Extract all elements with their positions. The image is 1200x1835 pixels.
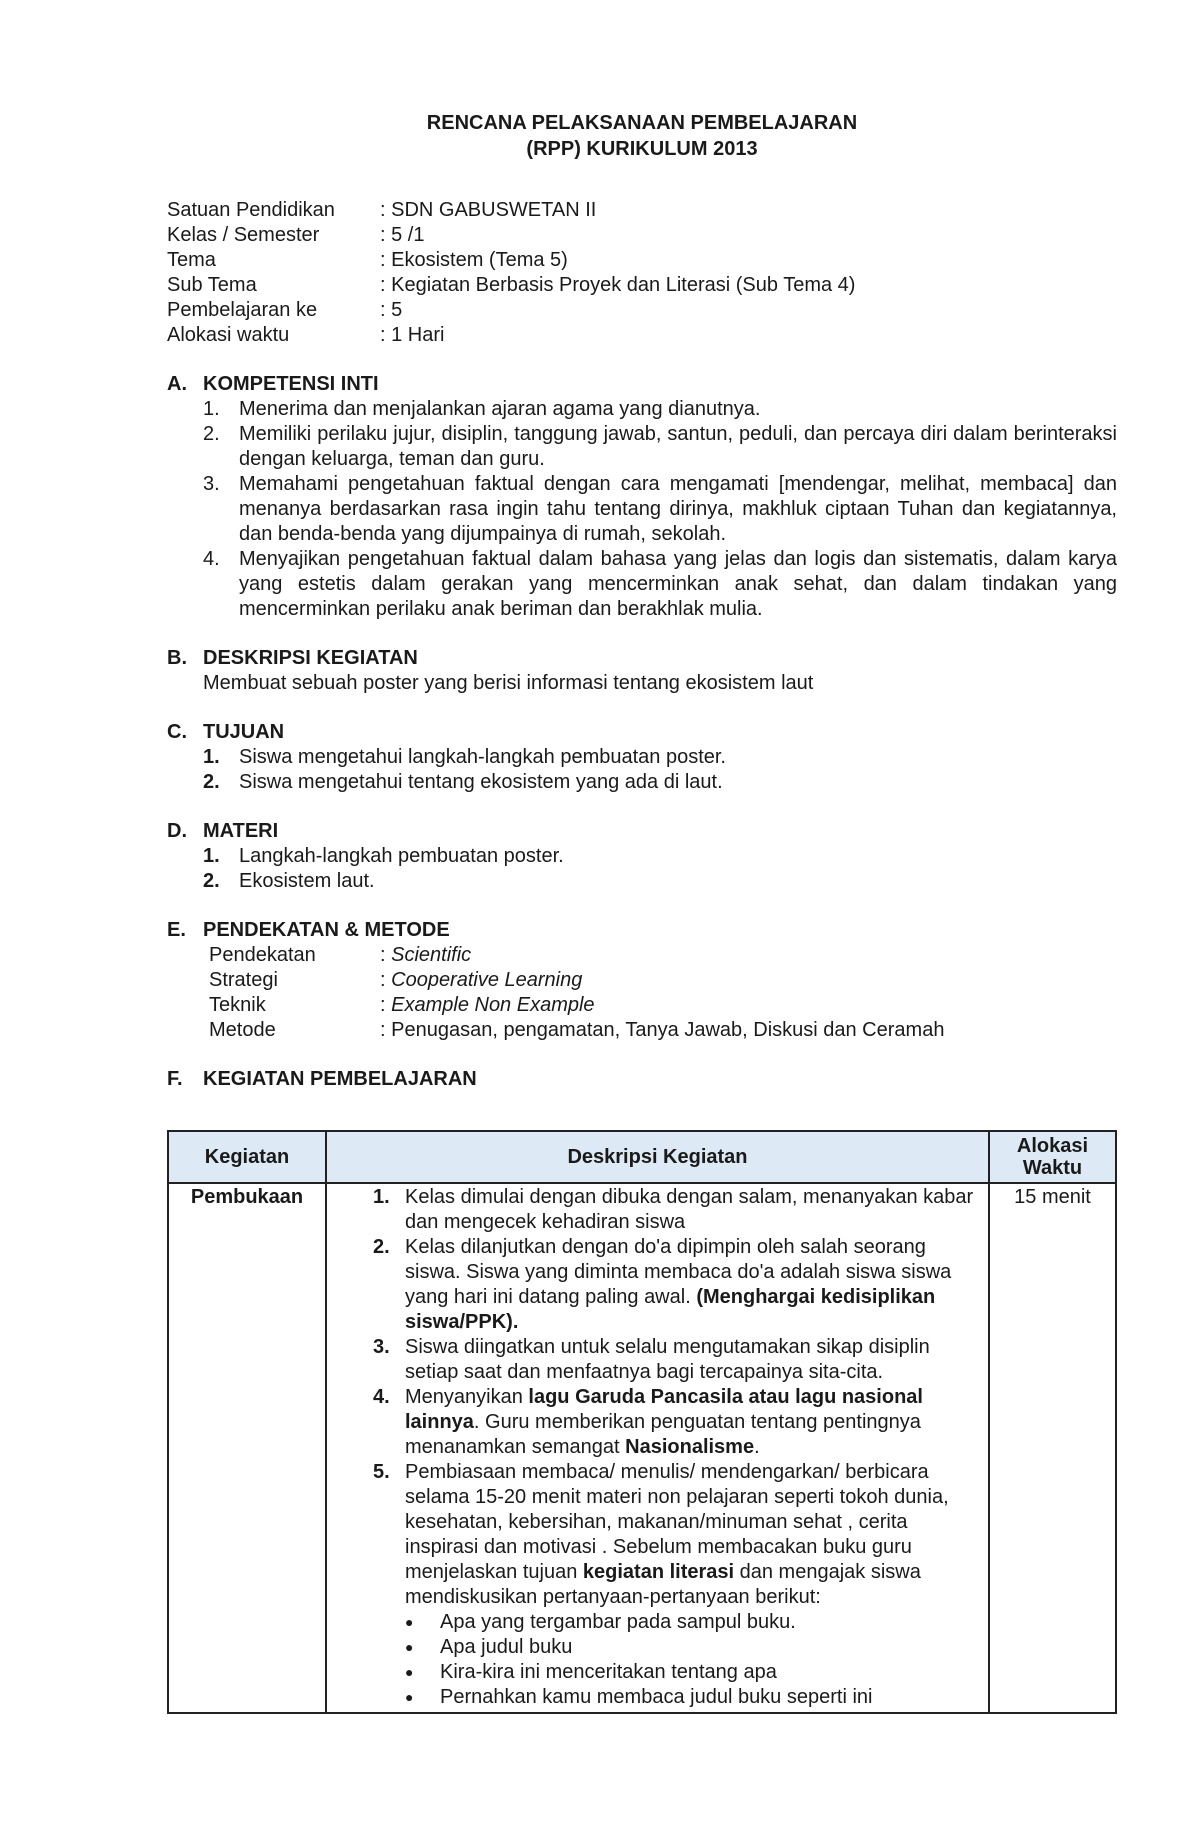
identity-value: : 5 /1 (380, 224, 425, 246)
identity-label: Alokasi waktu (167, 324, 290, 346)
section-heading (167, 819, 1117, 844)
section-letter: B. (167, 647, 187, 669)
kegiatan-table (167, 1130, 1117, 1714)
header-alokasi (989, 1131, 1116, 1183)
document-title (167, 110, 1117, 162)
item-number: 2. (203, 771, 220, 793)
method-label: Strategi (209, 969, 278, 991)
item-text: Langkah-langkah pembuatan poster. (239, 845, 564, 867)
list-item (337, 1460, 978, 1710)
item-text-wrap (405, 1460, 978, 1710)
item-number: 4. (373, 1386, 390, 1408)
table-header-row (168, 1131, 1116, 1183)
item-text: Ekosistem laut. (239, 870, 375, 892)
section-heading (167, 372, 1117, 397)
section-heading (167, 720, 1117, 745)
method-value: Cooperative Learning (391, 969, 583, 991)
identity-row (167, 223, 1117, 248)
identity-value: : Kegiatan Berbasis Proyek dan Literasi (Sub Tema 4) (380, 274, 856, 296)
deskripsi-text: Membuat sebuah poster yang berisi informasi tentang ekosistem laut (203, 672, 814, 694)
kegiatan-name: Pembukaan (168, 1183, 326, 1713)
item-text: Menyanyikan (405, 1386, 529, 1408)
section-title: KOMPETENSI INTI (203, 373, 379, 395)
section-materi (167, 819, 1117, 894)
item-number: 1. (203, 746, 220, 768)
identity-value: : 1 Hari (380, 324, 445, 346)
header-kegiatan: Kegiatan (168, 1131, 326, 1183)
item-bold-text: Nasionalisme (625, 1436, 755, 1458)
document-page (167, 110, 1117, 1092)
section-tujuan (167, 720, 1117, 795)
method-colon: : (380, 944, 392, 966)
identity-value: : SDN GABUSWETAN II (380, 199, 597, 221)
item-number: 2. (203, 870, 220, 892)
bullet-list (405, 1610, 978, 1710)
section-letter: C. (167, 721, 187, 743)
item-number: 5. (373, 1461, 390, 1483)
item-bold-text: (Menghargai kedisiplikan siswa/PPK). (405, 1286, 936, 1333)
section-letter: F. (167, 1068, 183, 1090)
bullet-item (405, 1635, 978, 1660)
bullet-icon: ● (405, 1664, 414, 1680)
list-item (337, 1185, 978, 1235)
method-value: Scientific (391, 944, 472, 966)
section-title: PENDEKATAN & METODE (203, 919, 450, 941)
section-heading (167, 1067, 1117, 1092)
item-text: dan mengajak siswa mendiskusikan pertanyaan-pertanyaan berikut: (405, 1561, 921, 1608)
bullet-item (405, 1660, 978, 1685)
alokasi-waktu: 15 menit (989, 1183, 1116, 1713)
method-label: Pendekatan (209, 944, 316, 966)
section-deskripsi-kegiatan (167, 646, 1117, 696)
section-title: KEGIATAN PEMBELAJARAN (203, 1068, 477, 1090)
identity-row (167, 323, 1117, 348)
item-number: 3. (203, 473, 220, 495)
item-text: . Guru memberikan penguatan tentang pentingnya menanamkan semangat (405, 1411, 921, 1458)
section-letter: E. (167, 919, 186, 941)
item-number: 2. (203, 423, 220, 445)
item-text-wrap (405, 1235, 978, 1335)
item-text: Menyajikan pengetahuan faktual dalam bahasa yang jelas dan logis dan sistematis, dalam karya yang estetis dalam gerakan yang mencerminkan anak sehat, dan dalam tindakan yang mencerminkan perilaku anak beriman dan berakhlak mulia. (239, 548, 1117, 620)
method-colon: : (380, 969, 392, 991)
header-deskripsi: Deskripsi Kegiatan (326, 1131, 989, 1183)
method-colon: : (380, 994, 392, 1016)
bullet-text: Apa judul buku (440, 1636, 573, 1658)
list-item (337, 1235, 978, 1335)
list-item (167, 770, 1117, 795)
deskripsi-list (337, 1185, 978, 1710)
identity-row (167, 273, 1117, 298)
section-kompetensi-inti (167, 372, 1117, 622)
item-text: Memahami pengetahuan faktual dengan cara mengamati [mendengar, melihat, membaca] dan menanya berdasarkan rasa ingin tahu tentang dirinya, makhluk ciptaan Tuhan dan kegiatannya, dan benda-benda yang dijumpainya di rumah, sekolah. (239, 473, 1117, 545)
item-text: Kelas dilanjutkan dengan do'a dipimpin oleh salah seorang siswa. Siswa yang diminta membaca do'a adalah siswa siswa yang hari ini datang paling awal. (405, 1236, 952, 1308)
section-letter: A. (167, 373, 187, 395)
item-number: 1. (203, 398, 220, 420)
section-title: TUJUAN (203, 721, 285, 743)
section-pendekatan-metode (167, 918, 1117, 1043)
identity-row (167, 248, 1117, 273)
list-item (167, 472, 1117, 547)
item-text: Kelas dimulai dengan dibuka dengan salam, menanyakan kabar dan mengecek kehadiran siswa (405, 1186, 974, 1233)
method-colon: : (380, 1019, 392, 1041)
item-text: Pembiasaan membaca/ menulis/ mendengarkan/ berbicara selama 15-20 menit materi non pelajaran seperti tokoh dunia, kesehatan, kebersihan, makanan/minuman sehat , cerita inspirasi dan motivasi . Sebelum membacakan buku guru menjelaskan tujuan (405, 1461, 949, 1583)
method-value-wrap (380, 993, 1117, 1018)
identity-row (167, 298, 1117, 323)
section-title: DESKRIPSI KEGIATAN (203, 647, 418, 669)
list-item (167, 745, 1117, 770)
method-value-wrap (380, 943, 1117, 968)
item-text-wrap (405, 1385, 978, 1460)
item-number: 1. (373, 1186, 390, 1208)
identity-value: : Ekosistem (Tema 5) (380, 249, 568, 271)
section-kegiatan-pembelajaran (167, 1067, 1117, 1092)
header-alokasi-line1: Alokasi (1016, 1135, 1089, 1157)
bullet-text: Kira-kira ini menceritakan tentang apa (440, 1661, 777, 1683)
bullet-icon: ● (405, 1614, 414, 1630)
item-bold-text: lagu Garuda Pancasila atau lagu nasional lainnya (405, 1386, 923, 1433)
method-value: Example Non Example (391, 994, 595, 1016)
item-text: Memiliki perilaku jujur, disiplin, tanggung jawab, santun, peduli, dan percaya diri dalam berinteraksi dengan keluarga, teman dan guru. (239, 423, 1117, 470)
identity-label: Pembelajaran ke (167, 299, 318, 321)
header-alokasi-line2: Waktu (1022, 1157, 1083, 1179)
item-text: Siswa mengetahui tentang ekosistem yang ada di laut. (239, 771, 723, 793)
item-text: . (754, 1436, 760, 1458)
identity-row (167, 198, 1117, 223)
list-item (167, 844, 1117, 869)
item-text: Menerima dan menjalankan ajaran agama yang dianutnya. (239, 398, 761, 420)
list-item (167, 869, 1117, 894)
item-number: 3. (373, 1336, 390, 1358)
materi-list (167, 844, 1117, 894)
item-text: Siswa diingatkan untuk selalu mengutamakan sikap disiplin setiap saat dan menfaatnya bagi tercapainya sita-cita. (405, 1336, 930, 1383)
method-row (167, 993, 1117, 1018)
title-line-1: RENCANA PELAKSANAAN PEMBELAJARAN (426, 112, 858, 134)
section-heading (167, 918, 1117, 943)
identity-label: Tema (167, 249, 216, 271)
method-row (167, 968, 1117, 993)
identity-value: : 5 (380, 299, 403, 321)
identity-label: Kelas / Semester (167, 224, 320, 246)
identity-block (167, 198, 1117, 348)
bullet-icon: ● (405, 1639, 414, 1655)
bullet-text: Apa yang tergambar pada sampul buku. (440, 1611, 796, 1633)
list-item (337, 1385, 978, 1460)
bullet-icon: ● (405, 1689, 414, 1705)
method-value-wrap (380, 968, 1117, 993)
method-label: Teknik (209, 994, 266, 1016)
method-row (167, 1018, 1117, 1043)
list-item (337, 1335, 978, 1385)
bullet-text: Pernahkan kamu membaca judul buku seperti ini (440, 1686, 873, 1708)
section-letter: D. (167, 820, 187, 842)
bullet-item (405, 1685, 978, 1710)
section-heading (167, 646, 1117, 671)
item-number: 1. (203, 845, 220, 867)
tujuan-list (167, 745, 1117, 795)
method-value: Penugasan, pengamatan, Tanya Jawab, Diskusi dan Ceramah (391, 1019, 945, 1041)
item-number: 2. (373, 1236, 390, 1258)
item-bold-text: kegiatan literasi (582, 1561, 735, 1583)
kompetensi-list (167, 397, 1117, 622)
item-text: Siswa mengetahui langkah-langkah pembuatan poster. (239, 746, 726, 768)
list-item (167, 397, 1117, 422)
method-row (167, 943, 1117, 968)
list-item (167, 422, 1117, 472)
method-value-wrap (380, 1018, 1117, 1043)
item-number: 4. (203, 548, 220, 570)
kegiatan-description (326, 1183, 989, 1713)
title-line-2: (RPP) KURIKULUM 2013 (526, 138, 758, 160)
bullet-item (405, 1610, 978, 1635)
identity-label: Sub Tema (167, 274, 257, 296)
list-item (167, 547, 1117, 622)
method-label: Metode (209, 1019, 276, 1041)
section-title: MATERI (203, 820, 279, 842)
identity-label: Satuan Pendidikan (167, 199, 335, 221)
table-row (168, 1183, 1116, 1713)
